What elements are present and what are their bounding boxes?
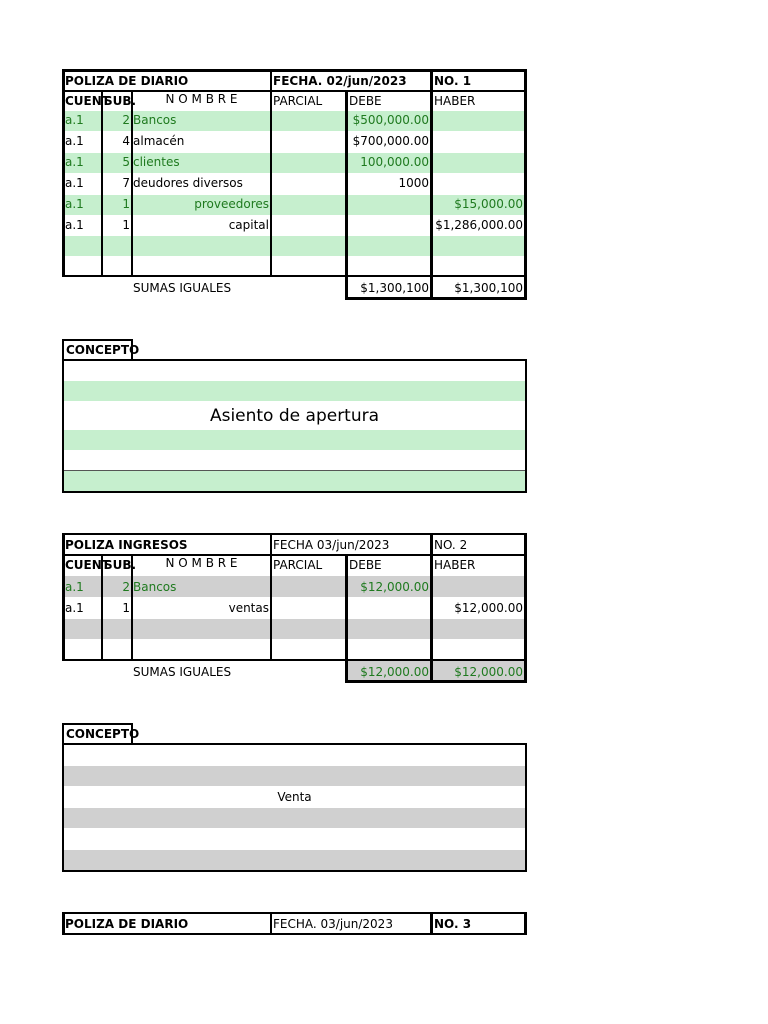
haber-cell: [432, 110, 524, 130]
nombre-cell: capital: [228, 218, 269, 232]
sub-cell: 1: [122, 218, 130, 232]
poliza-title: POLIZA DE DIARIO: [65, 917, 189, 931]
sub-cell: 7: [122, 176, 130, 190]
debe-cell: $700,000.00: [352, 134, 429, 148]
sub-cell: 2: [122, 580, 130, 594]
cuenta-cell: a.1: [65, 134, 84, 148]
sumas-iguales-label: SUMAS IGUALES: [133, 665, 232, 679]
col-parcial-header: PARCIAL: [273, 558, 323, 572]
haber-cell: [432, 131, 524, 151]
poliza-numero: NO. 3: [434, 917, 472, 931]
debe-cell: [347, 598, 430, 618]
cuenta-cell: a.1: [65, 601, 84, 615]
sub-cell: 1: [122, 601, 130, 615]
haber-cell: [432, 152, 524, 172]
col-nombre-header: N O M B R E: [165, 556, 238, 570]
poliza-fecha: FECHA 03/jun/2023: [273, 538, 390, 552]
col-nombre-header: N O M B R E: [165, 92, 238, 106]
nombre-cell: clientes: [133, 155, 180, 169]
concepto-label: CONCEPTO: [66, 343, 140, 357]
sub-cell: 4: [122, 134, 130, 148]
cuenta-cell: a.1: [65, 176, 84, 190]
col-sub-header: SUB.: [104, 558, 137, 572]
sub-cell: 2: [122, 113, 130, 127]
sumas-iguales-label: SUMAS IGUALES: [133, 281, 232, 295]
nombre-cell: Bancos: [133, 113, 177, 127]
col-haber-header: HABER: [434, 94, 476, 108]
col-haber-header: HABER: [434, 558, 476, 572]
poliza-fecha: FECHA. 02/jun/2023: [273, 74, 407, 88]
nombre-cell: deudores diversos: [133, 176, 243, 190]
poliza-fecha: FECHA. 03/jun/2023: [273, 917, 393, 931]
concepto-text: Asiento de apertura: [209, 406, 380, 426]
suma-haber: $1,300,100: [454, 281, 523, 295]
poliza-title: POLIZA DE DIARIO: [65, 74, 189, 88]
suma-debe: $1,300,100: [360, 281, 429, 295]
cuenta-cell: a.1: [65, 113, 84, 127]
suma-debe: $12,000.00: [360, 665, 429, 679]
poliza-numero: NO. 2: [434, 538, 468, 552]
nombre-cell: proveedores: [194, 197, 269, 211]
haber-cell: [432, 577, 524, 597]
col-debe-header: DEBE: [349, 558, 382, 572]
col-sub-header: SUB.: [104, 94, 137, 108]
col-cuenta-header: CUENT: [65, 94, 110, 108]
col-parcial-header: PARCIAL: [273, 94, 323, 108]
sub-cell: 1: [122, 197, 130, 211]
debe-cell: [347, 215, 430, 235]
nombre-cell: Bancos: [133, 580, 177, 594]
poliza-title: POLIZA INGRESOS: [65, 538, 188, 552]
nombre-cell: almacén: [133, 134, 185, 148]
concepto-text: Venta: [277, 790, 312, 804]
col-cuenta-header: CUENT: [65, 558, 110, 572]
debe-cell: 1000: [398, 176, 429, 190]
poliza-numero: NO. 1: [434, 74, 472, 88]
debe-cell: $500,000.00: [352, 113, 429, 127]
col-debe-header: DEBE: [349, 94, 382, 108]
sub-cell: 5: [122, 155, 130, 169]
debe-cell: 100,000.00: [360, 155, 429, 169]
suma-haber: $12,000.00: [454, 665, 523, 679]
haber-cell: $12,000.00: [454, 601, 523, 615]
haber-cell: $15,000.00: [454, 197, 523, 211]
debe-cell: $12,000.00: [360, 580, 429, 594]
debe-cell: [347, 194, 430, 214]
haber-cell: [432, 173, 524, 193]
cuenta-cell: a.1: [65, 197, 84, 211]
concepto-label: CONCEPTO: [66, 727, 140, 741]
cuenta-cell: a.1: [65, 155, 84, 169]
haber-cell: $1,286,000.00: [435, 218, 523, 232]
cuenta-cell: a.1: [65, 218, 84, 232]
nombre-cell: ventas: [228, 601, 269, 615]
cuenta-cell: a.1: [65, 580, 84, 594]
